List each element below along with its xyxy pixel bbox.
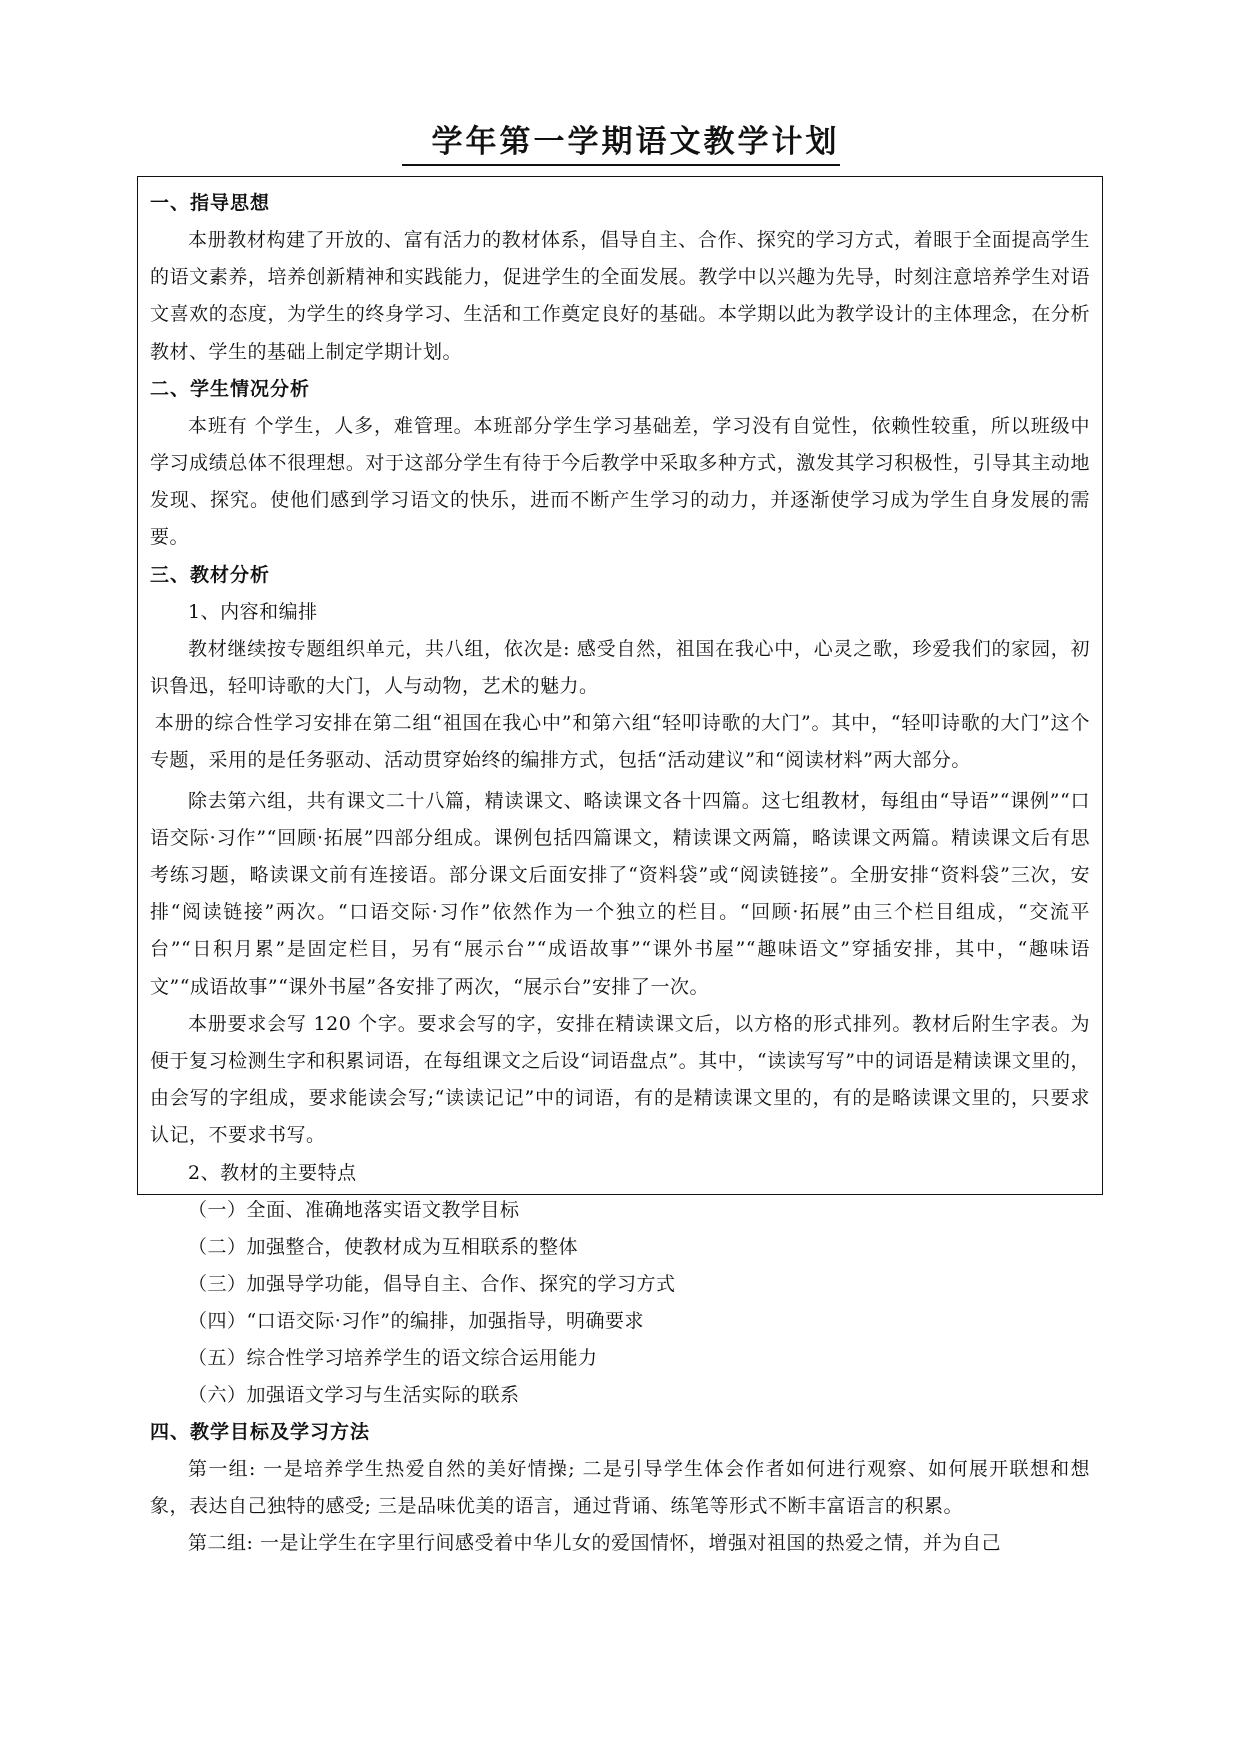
section-2-paragraph: 本班有 个学生，人多，难管理。本班部分学生学习基础差，学习没有自觉性，依赖性较重，所以班级中学习成绩总体不很理想。对于这部分学生有待于今后教学中采取多种方式，激发其学习积极性，引导其主动地发现、探究。使他们感到学习语文的快乐，进而不断产生学习的动力，并逐渐使学习成为学生自身发展的需要。 (150, 414, 1090, 549)
section-3-paragraph-3: 除去第六组，共有课文二十八篇，精读课文、略读课文各十四篇。这七组教材，每组由“导语”“课例”“口语交际·习作”“回顾·拓展”四部分组成。课例包括四篇课文，精读课文两篇，略读课文两篇。精读课文后有思考练习题，略读课文前有连接语。部分课文后面安排了“资料袋”或“阅读链接”。全册安排“资料袋”三次，安排“阅读链接”两次。“口语交际·习作”依然作为一个独立的栏目。“回顾·拓展”由三个栏目组成，“交流平台”“日积月累”是固定栏目，另有“展示台”“成语故事”“课外书屋”“趣味语文”穿插安排，其中，“趣味语文”“成语故事”“课外书屋”各安排了两次，“展示台”安排了一次。 (150, 789, 1090, 998)
page-title: 学年第一学期语文教学计划 (402, 122, 840, 166)
section-3-paragraph-1: 教材继续按专题组织单元，共八组，依次是: 感受自然，祖国在我心中，心灵之歌，珍爱我们的家园，初识鲁迅，轻叩诗歌的大门，人与动物，艺术的魅力。 (150, 637, 1090, 698)
title-container (0, 122, 1241, 166)
plan-table (137, 176, 1103, 1555)
section-heading-4: 四、教学目标及学习方法 (150, 1420, 371, 1443)
section-4-paragraph-1: 第一组: 一是培养学生热爱自然的美好情操; 二是引导学生体会作者如何进行观察、如何展开联想和想象，表达自己独特的感受; 三是品味优美的语言，通过背诵、练笔等形式不断丰富语言的积累。 (150, 1457, 1090, 1518)
plan-content (138, 177, 1102, 1562)
subheading-content-arrangement: 1、内容和编排 (188, 600, 318, 623)
feature-item: （二）加强整合，使教材成为互相联系的整体 (188, 1235, 579, 1258)
section-1-paragraph: 本册教材构建了开放的、富有活力的教材体系，倡导自主、合作、探究的学习方式，着眼于全面提高学生的语文素养，培养创新精神和实践能力，促进学生的全面发展。教学中以兴趣为先导，时刻注意培养学生对语文喜欢的态度，为学生的终身学习、生活和工作奠定良好的基础。本学期以此为教学设计的主体理念，在分析教材、学生的基础上制定学期计划。 (150, 229, 1090, 363)
section-4-paragraph-2: 第二组: 一是让学生在字里行间感受着中华儿女的爱国情怀，增强对祖国的热爱之情，并为自己 (188, 1532, 1001, 1555)
feature-item: （一）全面、准确地落实语文教学目标 (188, 1198, 520, 1221)
section-3-paragraph-4: 本册要求会写 120 个字。要求会写的字，安排在精读课文后，以方格的形式排列。教材后附生字表。为便于复习检测生字和积累词语，在每组课文之后设“词语盘点”。其中，“读读写写”中的词语是精读课文里的，由会写的字组成，要求能读会写;“读读记记”中的词语，有的是精读课文里的，有的是略读课文里的，只要求认记，不要求书写。 (150, 1012, 1090, 1147)
section-heading-3: 三、教材分析 (150, 563, 271, 586)
feature-item: （四）“口语交际·习作”的编排，加强指导，明确要求 (188, 1309, 644, 1332)
section-heading-1: 一、指导思想 (150, 192, 271, 214)
subheading-main-features: 2、教材的主要特点 (188, 1161, 357, 1184)
section-heading-2: 二、学生情况分析 (150, 377, 311, 400)
feature-item: （六）加强语文学习与生活实际的联系 (188, 1383, 520, 1406)
feature-item: （三）加强导学功能，倡导自主、合作、探究的学习方式 (188, 1272, 676, 1295)
section-3-paragraph-2: 本册的综合性学习安排在第二组“祖国在我心中”和第六组“轻叩诗歌的大门”。其中，“轻叩诗歌的大门”这个专题，采用的是任务驱动、活动贯穿始终的编排方式，包括“活动建议”和“阅读材料”两大部分。 (150, 712, 1090, 772)
feature-item: （五）综合性学习培养学生的语文综合运用能力 (188, 1346, 598, 1369)
